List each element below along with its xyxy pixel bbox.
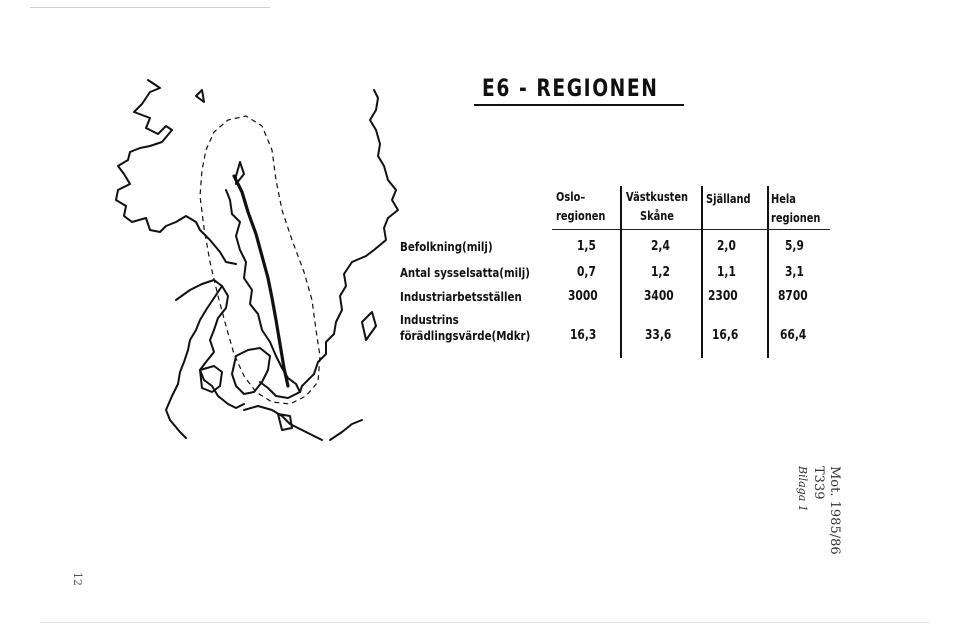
cell-foradling-oslo: 16,3: [570, 328, 597, 343]
row-label-befolkning: Befolkning(milj): [400, 239, 493, 254]
cell-sysselsatta-oslo: 0,7: [577, 265, 596, 280]
row-label-industriarbetsstallen: Industriarbetsställen: [400, 289, 522, 304]
cell-sysselsatta-sjalland: 1,1: [717, 265, 736, 280]
cell-foradling-hela: 66,4: [780, 328, 807, 343]
col-header-sjalland: Själland: [706, 192, 751, 206]
margin-note-appendix: Bilaga 1: [796, 466, 809, 512]
cell-industri-vastkusten: 3400: [644, 289, 674, 304]
margin-note-motion: Mot. 1985/86: [827, 466, 842, 555]
header-rule: [552, 229, 830, 230]
col-header-oslo-line2: regionen: [556, 209, 606, 223]
cell-industri-oslo: 3000: [568, 289, 598, 304]
row-label-sysselsatta: Antal sysselsatta(milj): [400, 265, 530, 280]
cell-sysselsatta-hela: 3,1: [785, 265, 804, 280]
col-header-oslo-line1: Oslo–: [556, 190, 586, 204]
column-separator-2: [701, 186, 703, 358]
margin-annotation: [794, 466, 842, 555]
col-header-hela-line1: Hela: [771, 192, 796, 206]
page-title: E6 - REGIONEN: [482, 74, 659, 102]
page-number: 12: [71, 572, 84, 586]
col-header-vastkusten-line1: Västkusten: [626, 190, 689, 204]
cell-foradling-vastkusten: 33,6: [645, 328, 672, 343]
cell-foradling-sjalland: 16,6: [712, 328, 739, 343]
cell-befolkning-vastkusten: 2,4: [651, 239, 670, 254]
cell-sysselsatta-vastkusten: 1,2: [651, 265, 670, 280]
cell-befolkning-hela: 5,9: [785, 239, 804, 254]
cell-industri-hela: 8700: [778, 289, 808, 304]
row-label-foradlingsvarde: förädlingsvärde(Mdkr): [400, 328, 531, 343]
column-separator-3: [767, 186, 769, 358]
row-label-industrins: Industrins: [400, 312, 459, 327]
cell-befolkning-oslo: 1,5: [577, 239, 596, 254]
col-header-hela-line2: regionen: [771, 211, 821, 225]
cell-befolkning-sjalland: 2,0: [717, 239, 736, 254]
margin-note-code: T339: [811, 466, 826, 500]
column-separator-1: [620, 186, 622, 358]
cell-industri-sjalland: 2300: [708, 289, 738, 304]
col-header-vastkusten-line2: Skåne: [640, 209, 674, 223]
